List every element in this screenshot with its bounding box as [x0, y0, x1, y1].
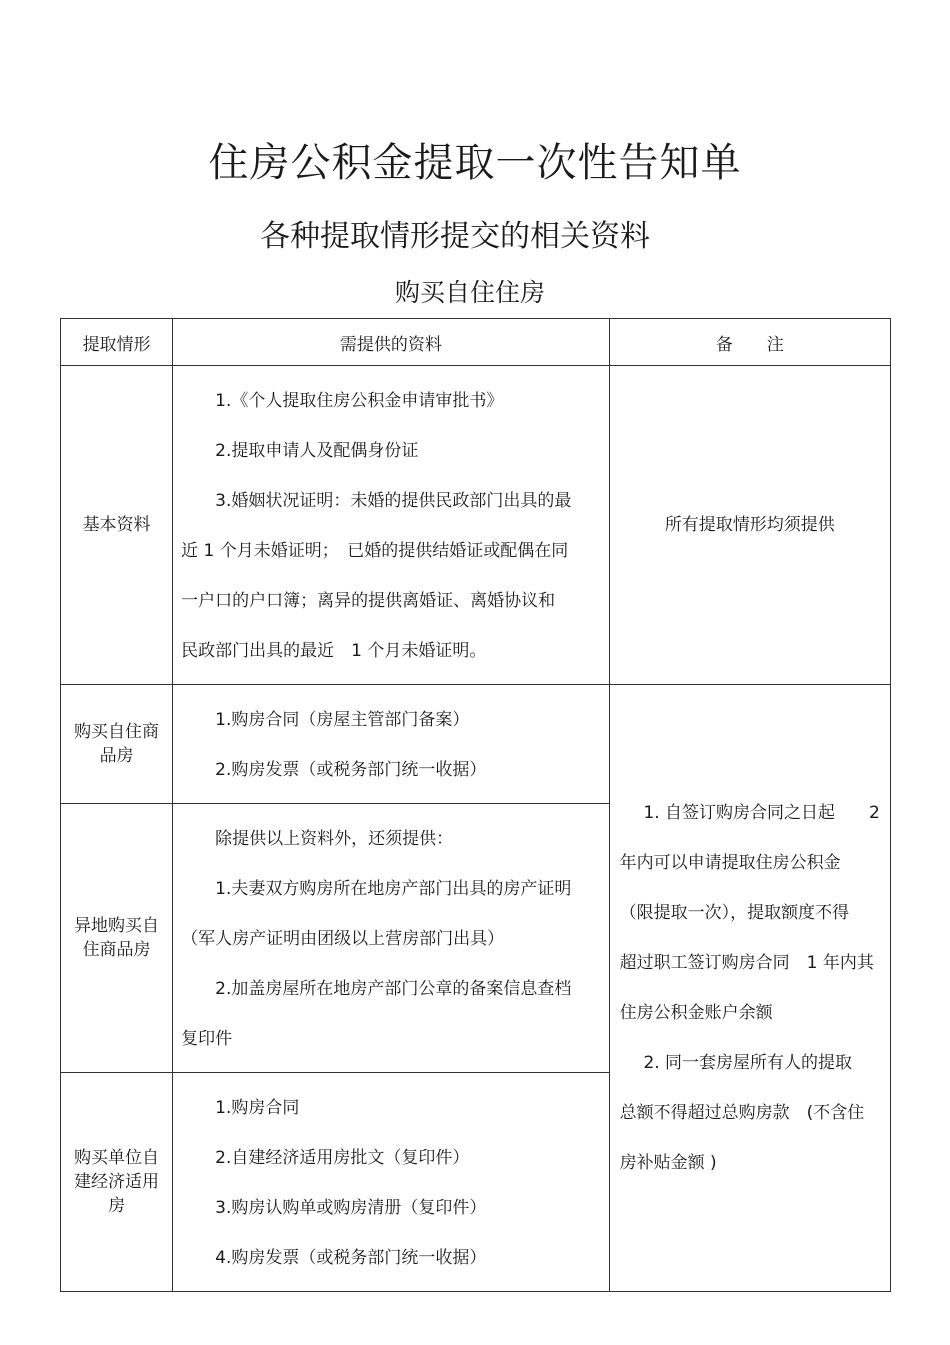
material-line: 1.夫妻双方购房所在地房产部门出具的房产证明 — [215, 879, 572, 899]
material-line: 一户口的户口簿；离异的提供离婚证、离婚协议和 — [181, 591, 556, 611]
category-cell: 异地购买自住商品房 — [61, 804, 173, 1073]
material-line: 民政部门出具的最近 1 个月未婚证明。 — [181, 641, 487, 661]
header-materials: 需提供的资料 — [173, 319, 610, 366]
header-notes: 备 注 — [609, 319, 890, 366]
note-line: 2. 同一套房屋所有人的提取 — [643, 1053, 853, 1073]
header-category: 提取情形 — [61, 319, 173, 366]
note-line: （限提取一次），提取额度不得 — [619, 903, 850, 923]
category-cell: 购买自住商品房 — [61, 685, 173, 804]
material-line: （军人房产证明由团级以上营房部门出具） — [181, 929, 505, 949]
materials-cell — [173, 685, 610, 804]
material-line: 3.购房认购单或购房清册（复印件） — [215, 1198, 487, 1218]
note-line: 1. 自签订购房合同之日起 2 — [643, 803, 880, 823]
shared-note-cell — [609, 685, 890, 1292]
material-line: 2.加盖房屋所在地房产部门公章的备案信息查档 — [215, 979, 572, 999]
material-line: 近 1 个月未婚证明； 已婚的提供结婚证或配偶在同 — [181, 541, 569, 561]
table-row-basic — [61, 366, 891, 685]
note-line: 房补贴金额 ) — [619, 1153, 717, 1173]
document-title: 住房公积金提取一次性告知单 — [208, 140, 742, 186]
material-line: 2.提取申请人及配偶身份证 — [215, 441, 419, 461]
table-row-commercial — [61, 685, 891, 804]
materials-table — [60, 318, 891, 1292]
note-line: 总额不得超过总购房款 (不含住 — [619, 1103, 865, 1123]
note-cell: 所有提取情形均须提供 — [609, 366, 890, 685]
document-subtitle: 各种提取情形提交的相关资料 — [260, 219, 650, 254]
material-line: 复印件 — [181, 1029, 233, 1049]
material-line: 3.婚姻状况证明：未婚的提供民政部门出具的最 — [215, 491, 572, 511]
note-line: 住房公积金账户余额 — [619, 1003, 773, 1023]
material-line: 2.自建经济适用房批文（复印件） — [215, 1148, 470, 1168]
section-heading: 购买自住住房 — [394, 278, 545, 307]
materials-cell — [173, 366, 610, 685]
material-line: 1.购房合同（房屋主管部门备案） — [215, 710, 470, 730]
materials-cell — [173, 804, 610, 1073]
material-line: 1.购房合同 — [215, 1098, 300, 1118]
material-line: 除提供以上资料外，还须提供： — [215, 829, 454, 849]
material-line: 1.《个人提取住房公积金申请审批书》 — [215, 391, 504, 411]
note-line: 年内可以申请提取住房公积金 — [619, 853, 841, 873]
table-header-row — [61, 319, 891, 366]
materials-cell — [173, 1073, 610, 1292]
material-line: 4.购房发票（或税务部门统一收据） — [215, 1248, 487, 1268]
material-line: 2.购房发票（或税务部门统一收据） — [215, 760, 487, 780]
note-line: 超过职工签订购房合同 1 年内其 — [619, 953, 874, 973]
category-cell: 基本资料 — [61, 366, 173, 685]
category-cell: 购买单位自建经济适用房 — [61, 1073, 173, 1292]
